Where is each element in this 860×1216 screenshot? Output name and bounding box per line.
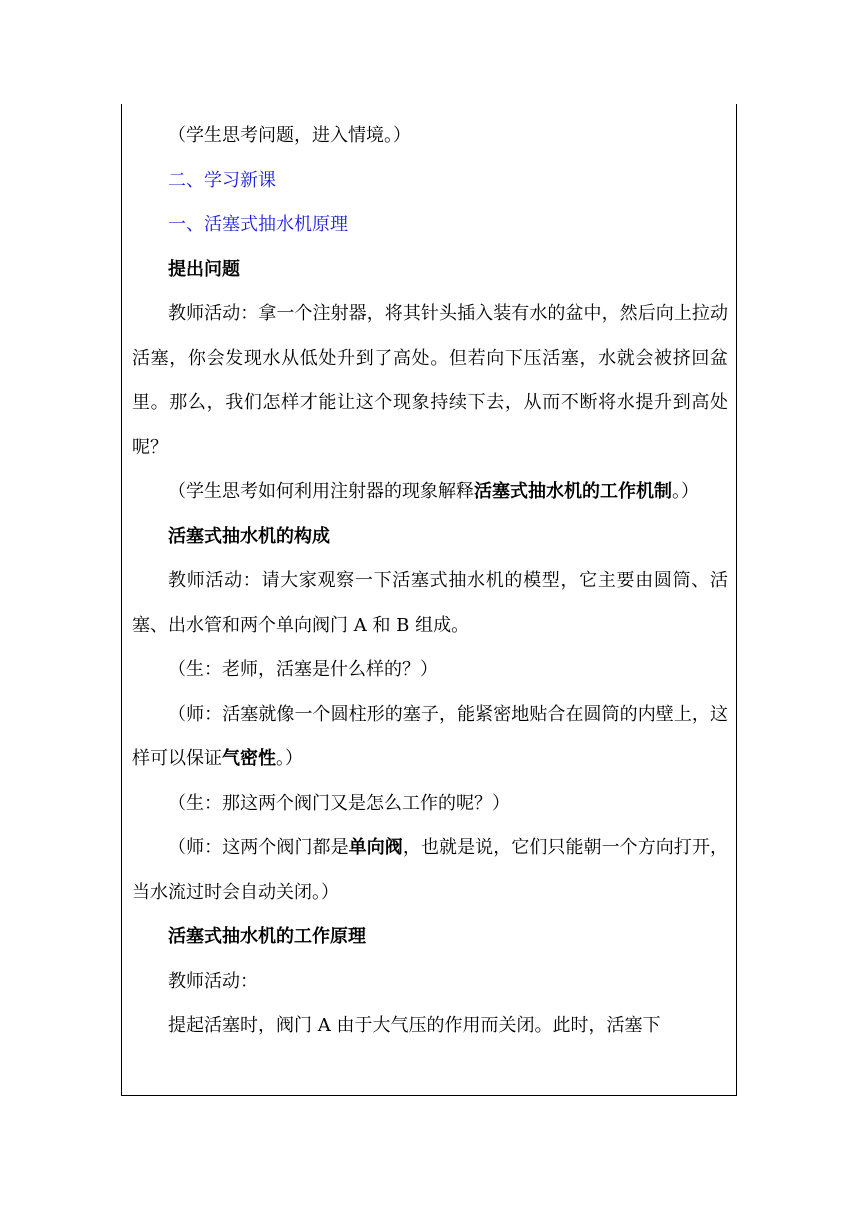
student-note-2-text: （学生思考如何利用注射器的现象解释 <box>168 481 474 502</box>
student-note-2-bold: 活塞式抽水机的工作机制 <box>474 481 672 502</box>
principle-text: 提起活塞时，阀门 A 由于大气压的作用而关闭。此时，活塞下 <box>168 1015 661 1036</box>
student-note-2-end: 。） <box>672 481 699 502</box>
teacher-activity-label: 教师活动： <box>168 970 258 992</box>
student-note-2 <box>132 470 728 515</box>
teacher-activity-syringe: 教师活动：拿一个注射器，将其针头插入装有水的盆中，然后向上拉动活塞，你会发现水从低处升到了高处。但若向下压活塞，水就会被挤回盆里。那么，我们怎样才能让这个现象持续下去，从而不断将水提升到高处呢？ <box>132 303 728 458</box>
subheading-question: 提出问题 <box>168 258 240 280</box>
section-heading-new-lesson: 二、学习新课 <box>168 169 276 191</box>
student-question-valves: （生：那这两个阀门又是怎么工作的呢？） <box>168 792 510 814</box>
teacher-answer-piston <box>132 693 728 782</box>
airtightness-term: 气密性 <box>222 748 276 769</box>
document-body <box>122 104 736 1049</box>
teacher-answer-piston-text: （师：活塞就像一个圆柱形的塞子，能紧密地贴合在圆筒的内壁上，这样可以保证 <box>132 703 728 769</box>
subheading-principle: 活塞式抽水机的工作原理 <box>168 926 366 947</box>
teacher-answer-piston-end: 。） <box>276 748 303 769</box>
teacher-answer-valves-end: ，也就是说，它们只能朝一个方向打开，当水流过时会自动关闭。） <box>132 837 729 903</box>
table-cell-frame <box>121 104 737 1096</box>
student-question-piston: （生：老师，活塞是什么样的？） <box>168 659 438 680</box>
student-note-1: （学生思考问题，进入情境。） <box>168 125 411 146</box>
teacher-answer-valves-text: （师：这两个阀门都是 <box>168 837 349 858</box>
section-heading-piston-pump: 一、活塞式抽水机原理 <box>168 214 348 235</box>
subheading-structure: 活塞式抽水机的构成 <box>168 525 330 547</box>
check-valve-term: 单向阀 <box>348 837 403 858</box>
teacher-answer-valves <box>132 826 728 915</box>
teacher-activity-model: 教师活动：请大家观察一下活塞式抽水机的模型，它主要由圆筒、活塞、出水管和两个单向阀门 A 和 B 组成。 <box>132 570 728 636</box>
